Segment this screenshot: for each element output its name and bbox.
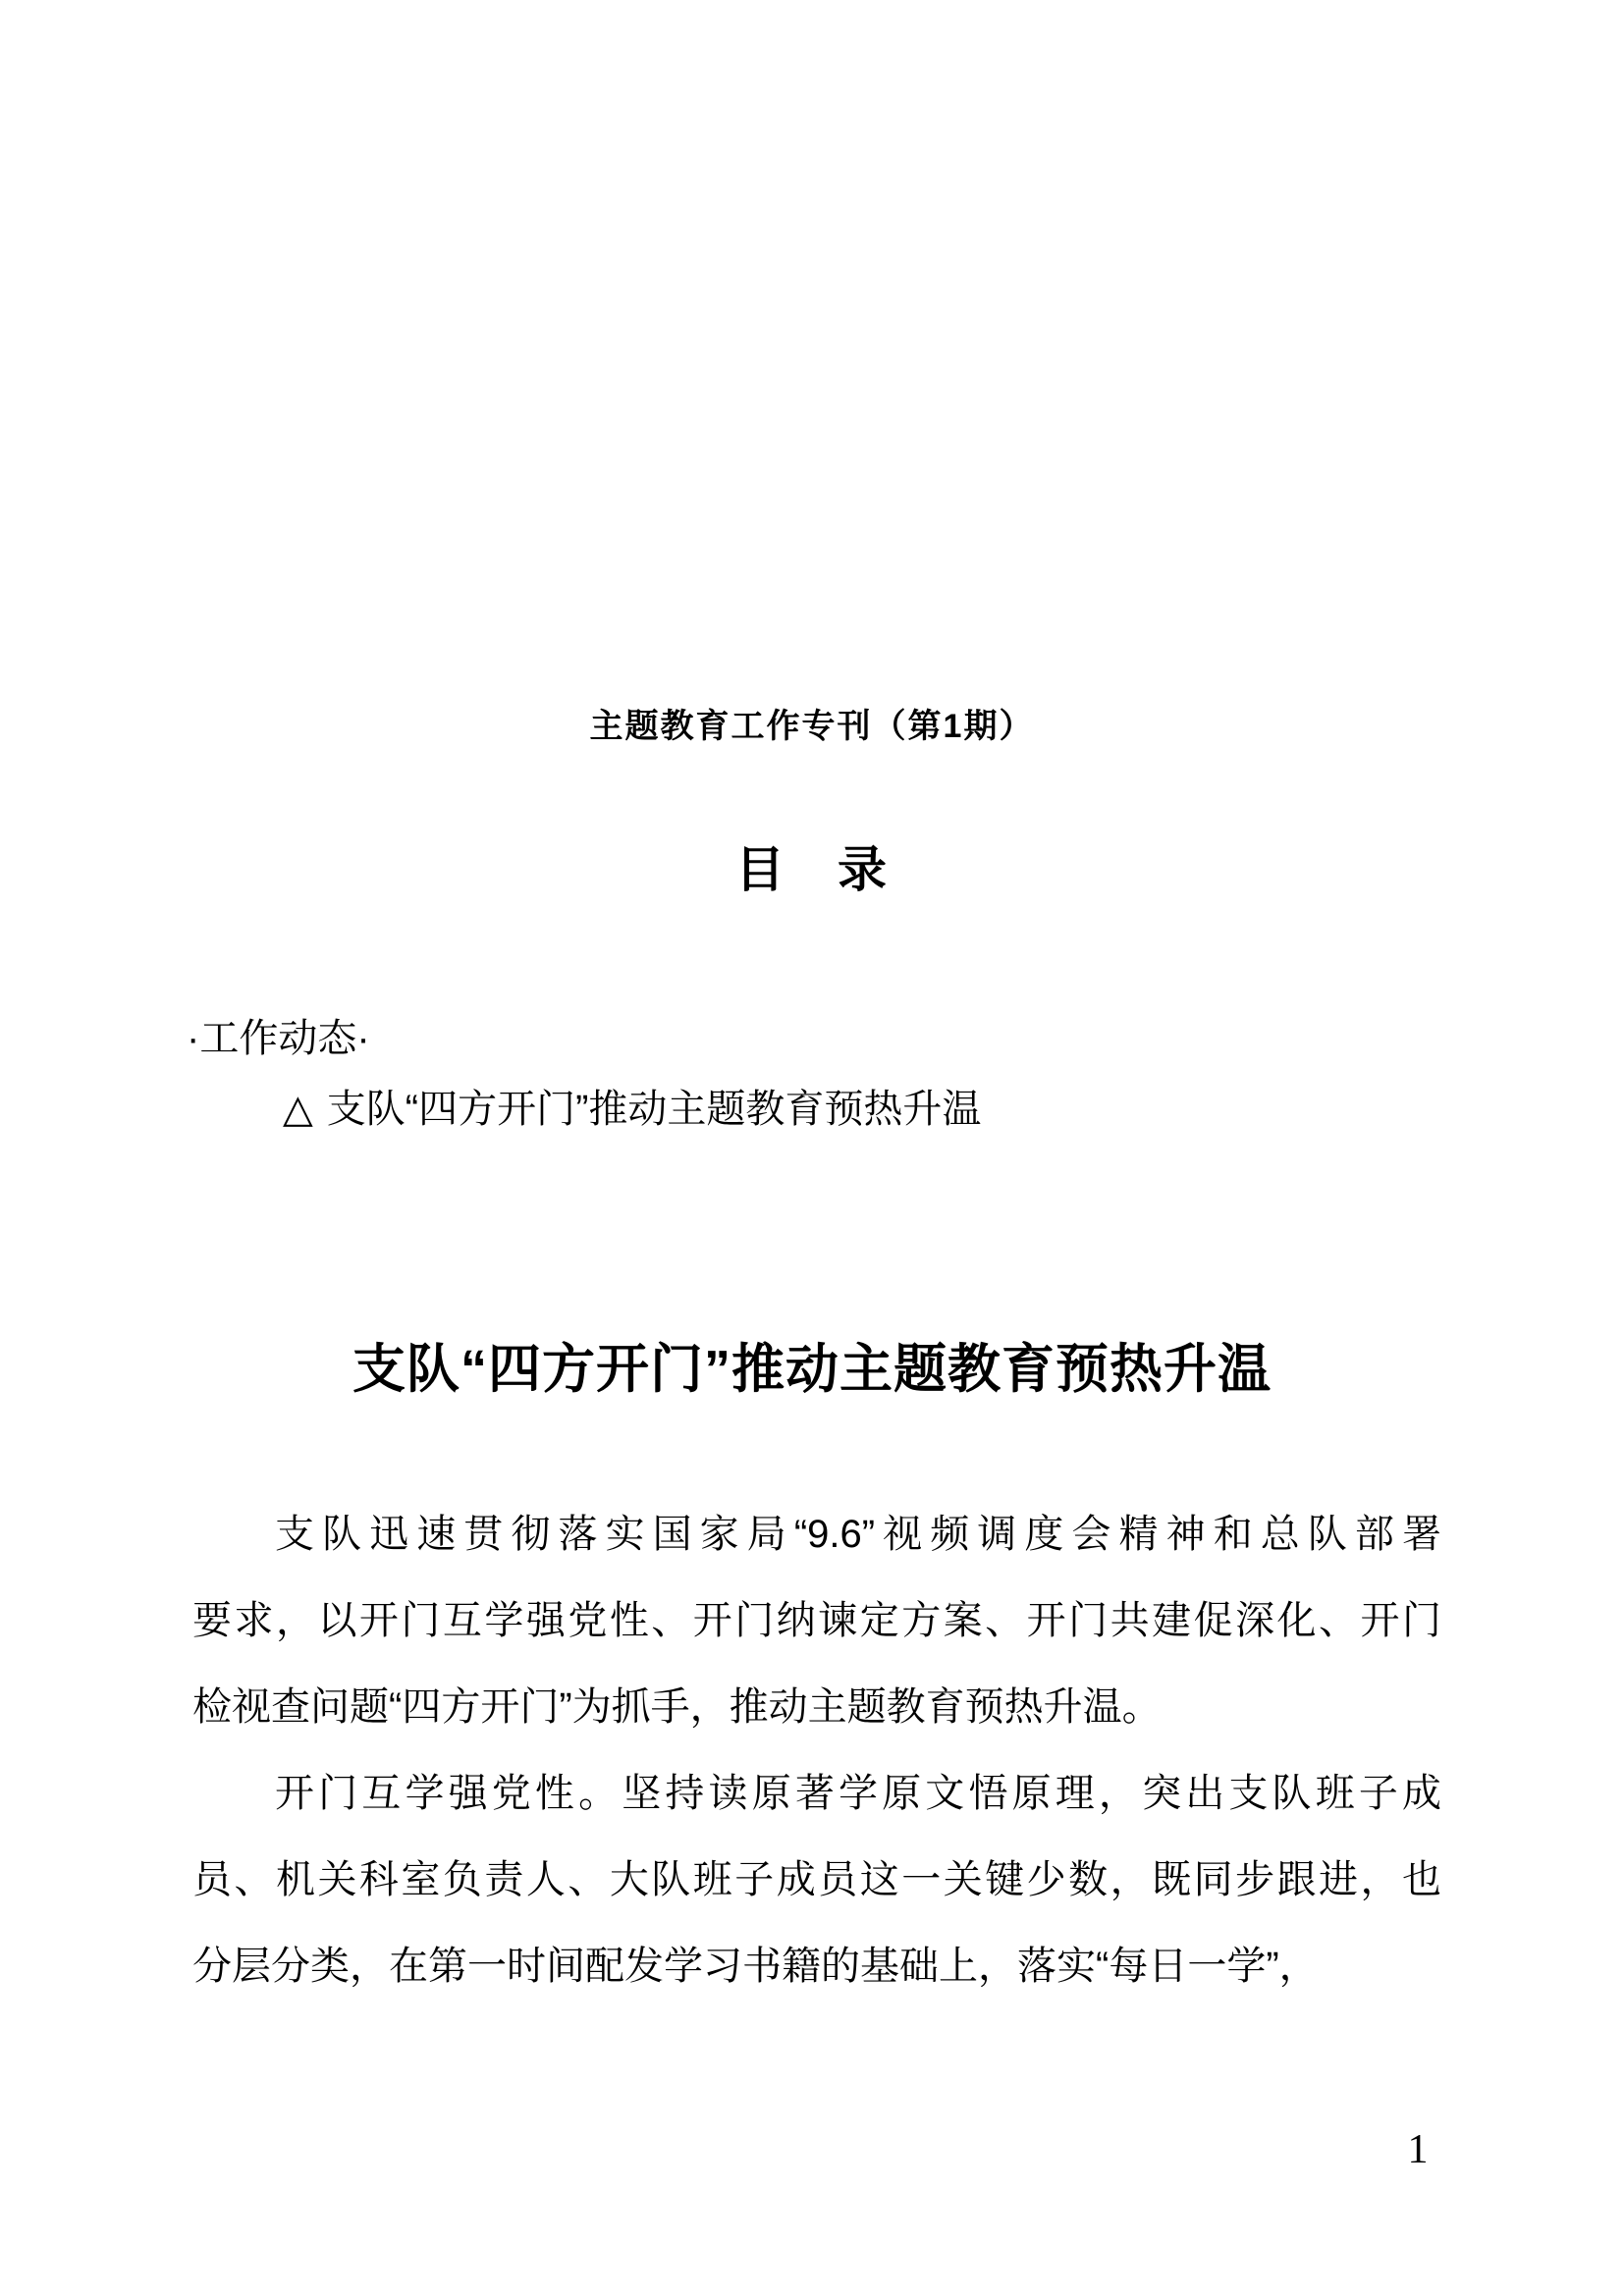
toc-item-text: 支队“四方开门”推动主题教育预热升温	[326, 1088, 982, 1131]
body-line: 支队迅速贯彻落实国家局“9.6”视频调度会精神和总队部署	[275, 1513, 1441, 1556]
body-line: 员、机关科室负责人、大队班子成员这一关键少数，既同步跟进，也	[192, 1858, 1441, 1901]
document-header-title: 主题教育工作专刊（第1期）	[589, 708, 1035, 745]
body-line: 检视查问题“四方开门”为抓手，推动主题教育预热升温。	[192, 1685, 1162, 1729]
toc-title: 目 录	[735, 842, 889, 897]
triangle-bullet-icon: △	[283, 1088, 313, 1131]
article-body	[192, 1491, 1441, 2009]
body-line: 开门互学强党性。坚持读原著学原文悟原理，突出支队班子成	[275, 1772, 1441, 1815]
body-line: 要求，以开门互学强党性、开门纳谏定方案、开门共建促深化、开门	[192, 1599, 1441, 1642]
page-number: 1	[1407, 2127, 1429, 2172]
toc-item	[283, 1078, 981, 1134]
toc-section-label: ·工作动态·	[187, 1017, 370, 1060]
article-title: 支队“四方开门”推动主题教育预热升温	[352, 1340, 1272, 1399]
body-line: 分层分类，在第一时间配发学习书籍的基础上，落实“每日一学”，	[192, 1945, 1319, 1988]
